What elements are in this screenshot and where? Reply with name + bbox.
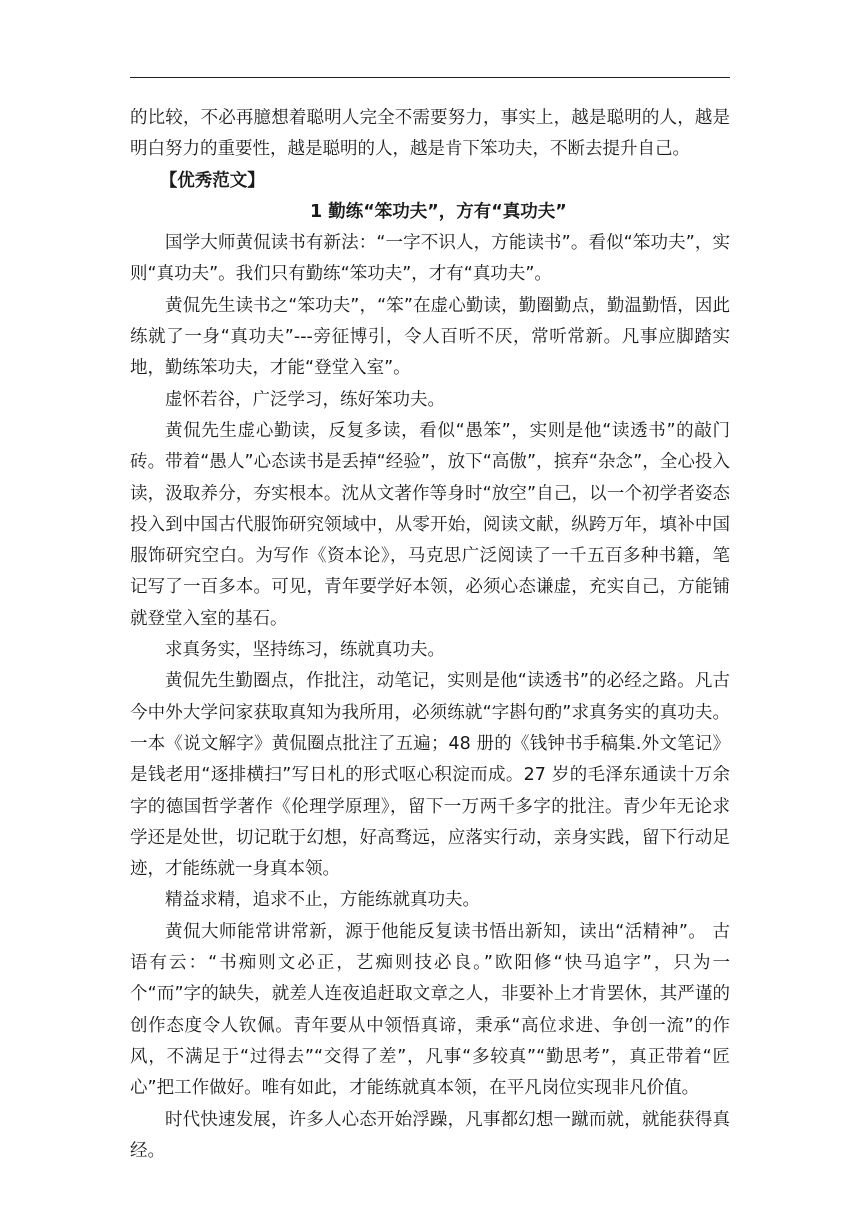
essay-subheading-3: 精益求精，追求不止，方能练就真功夫。	[165, 890, 480, 911]
essay-paragraph-4: 黄侃先生勤圈点，作批注，动笔记，实则是他“读透书”的必经之路。凡古今中外大学问家获取真知为我所用，必须练就“字斟句酌”求真务实的真功夫。一本《说文解字》黄侃圈点批注了五遍；48 册的《钱钟书手稿集.外文笔记》是钱老用“逐排横扫”写日札的形式呕心积淀而成。27 岁的毛泽东通读十万余字的德国哲学著作《伦理学原理》，留下一万两千多字的批注。青少年无论求学还是处世，切记耽于幻想，好高骛远，应落实行动，亲身实践，留下行动足迹，才能练就一身真本领。	[130, 671, 730, 880]
essay-paragraph-6: 时代快速发展，许多人心态开始浮躁，凡事都幻想一蹴而就，就能获得真经。	[130, 1109, 730, 1161]
essay-paragraph-1: 国学大师黄侃读书有新法：“一字不识人，方能读书”。看似“笨功夫”，实则“真功夫”。我们只有勤练“笨功夫”，才有“真功夫”。	[130, 233, 730, 285]
essay-title: 1 勤练“笨功夫”，方有“真功夫”	[310, 201, 567, 222]
essay-paragraph-2: 黄侃先生读书之“笨功夫”，“笨”在虚心勤读，勤圈勤点，勤温勤悟，因此练就了一身“真功夫”---旁征博引，令人百听不厌，常听常新。凡事应脚踏实地，勤练笨功夫，才能“登堂入室”。	[130, 295, 730, 379]
document-body	[130, 103, 730, 1167]
continued-paragraph: 的比较，不必再臆想着聪明人完全不需要努力，事实上，越是聪明的人，越是明白努力的重要性，越是聪明的人，越是肯下笨功夫，不断去提升自己。	[130, 108, 730, 160]
header-rule	[130, 77, 730, 78]
essay-paragraph-5: 黄侃大师能常讲常新，源于他能反复读书悟出新知，读出“活精神”。 古语有云：“书痴则文必正，艺痴则技必良。”欧阳修“快马追字”，只为一个“而”字的缺失，就差人连夜追赶取文章之人，非要补上才肯罢休，其严谨的创作态度令人钦佩。青年要从中领悟真谛，秉承“高位求进、争创一流”的作风，不满足于“过得去”“交得了差”，凡事“多较真”“勤思考”，真正带着“匠心”把工作做好。唯有如此，才能练就真本领，在平凡岗位实现非凡价值。	[130, 921, 730, 1099]
essay-subheading-2: 求真务实，坚持练习，练就真功夫。	[165, 640, 445, 661]
essay-paragraph-3: 黄侃先生虚心勤读，反复多读，看似“愚笨”，实则是他“读透书”的敲门砖。带着“愚人”心态读书是丢掉“经验”，放下“高傲”，摈弃“杂念”，全心投入读，汲取养分，夯实根本。沈从文著作等身时“放空”自己，以一个初学者姿态投入到中国古代服饰研究领域中，从零开始，阅读文献，纵跨万年，填补中国服饰研究空白。为写作《资本论》，马克思广泛阅读了一千五百多种书籍，笔记写了一百多本。可见，青年要学好本领，必须心态谦虚，充实自己，方能铺就登堂入室的基石。	[130, 420, 730, 629]
essay-subheading-1: 虚怀若谷，广泛学习，练好笨功夫。	[165, 389, 445, 410]
section-label: 【优秀范文】	[159, 170, 265, 191]
